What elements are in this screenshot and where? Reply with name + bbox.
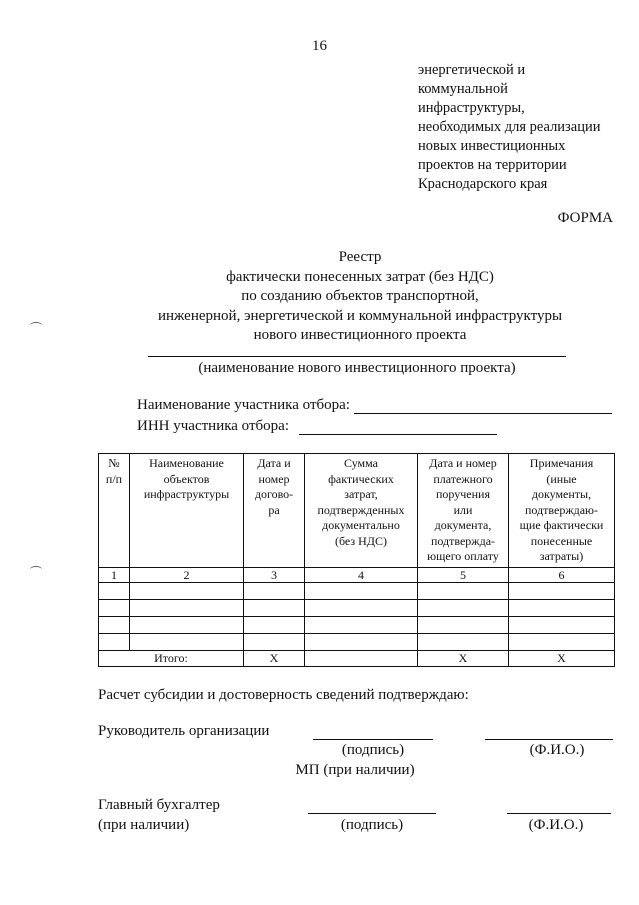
table-cell[interactable] [305, 617, 418, 634]
appendix-note-line: инфраструктуры, [418, 100, 525, 116]
accountant-signature-line[interactable] [308, 813, 436, 814]
table-cell[interactable] [99, 583, 130, 600]
table-cell[interactable] [418, 617, 509, 634]
column-number: 4 [305, 568, 418, 583]
header-cell-contract: Дата и номер догово- ра [244, 454, 305, 568]
table-cell[interactable] [418, 634, 509, 651]
total-cell: X [244, 651, 305, 667]
column-number: 1 [99, 568, 130, 583]
margin-mark [30, 566, 42, 573]
table-row [99, 583, 615, 600]
participant-name-label: Наименование участника отбора: [137, 397, 350, 413]
table-cell[interactable] [244, 600, 305, 617]
participant-inn-field[interactable] [299, 420, 497, 435]
total-label: Итого: [99, 651, 244, 667]
head-fio-line[interactable] [485, 739, 613, 740]
appendix-note [418, 61, 601, 194]
head-fio-caption: (Ф.И.О.) [529, 742, 585, 758]
table-cell[interactable] [99, 617, 130, 634]
margin-mark [30, 322, 42, 329]
title-line: нового инвестиционного проекта [253, 327, 467, 343]
confirmation-text: Расчет субсидии и достоверность сведений подтверждаю: [98, 687, 469, 703]
document-title [60, 248, 639, 346]
accountant-label: Главный бухгалтер [98, 797, 220, 813]
appendix-note-line: проектов на территории [418, 157, 567, 173]
table-cell[interactable] [99, 600, 130, 617]
appendix-note-line: необходимых для реализации [418, 119, 601, 135]
total-row [99, 651, 615, 667]
table-cell[interactable] [99, 634, 130, 651]
table-cell[interactable] [130, 600, 244, 617]
participant-inn-label: ИНН участника отбора: [137, 418, 289, 434]
head-signature-line[interactable] [313, 739, 433, 740]
column-number: 6 [509, 568, 615, 583]
appendix-note-line: энергетической и [418, 62, 526, 78]
participant-inn-row [137, 418, 497, 435]
total-cell: X [418, 651, 509, 667]
table-cell[interactable] [244, 583, 305, 600]
accountant-label-note: (при наличии) [98, 817, 190, 833]
title-line: фактически понесенных затрат (без НДС) [226, 268, 494, 285]
title-line: инженерной, энергетической и коммунальной инфраструктуры [157, 307, 563, 324]
table-cell[interactable] [305, 600, 418, 617]
head-signature-caption: (подпись) [341, 742, 405, 758]
table-cell[interactable] [130, 634, 244, 651]
table-cell[interactable] [509, 583, 615, 600]
accountant-signature-caption: (подпись) [340, 817, 404, 833]
table-cell[interactable] [418, 583, 509, 600]
accountant-fio-caption: (Ф.И.О.) [528, 817, 584, 833]
appendix-note-line: новых инвестиционных [418, 138, 566, 154]
table-cell[interactable] [244, 634, 305, 651]
total-cell-amount[interactable] [305, 651, 418, 667]
table-cell[interactable] [418, 600, 509, 617]
table-row [99, 617, 615, 634]
stamp-label: МП (при наличии) [295, 762, 415, 778]
participant-name-field[interactable] [354, 399, 612, 414]
appendix-note-line: Краснодарского края [418, 176, 548, 192]
form-label: ФОРМА [557, 210, 613, 226]
column-number-row [99, 568, 615, 583]
table-cell[interactable] [130, 617, 244, 634]
column-number: 2 [130, 568, 244, 583]
column-number: 3 [244, 568, 305, 583]
accountant-fio-line[interactable] [507, 813, 611, 814]
project-name-line[interactable] [148, 356, 566, 357]
title-line: Реестр [338, 249, 382, 265]
table-row [99, 634, 615, 651]
head-label: Руководитель организации [98, 723, 270, 739]
header-cell-object-name: Наименование объектов инфраструктуры [130, 454, 244, 568]
table-cell[interactable] [305, 583, 418, 600]
title-line: по созданию объектов транспортной, [241, 288, 479, 304]
table-row [99, 600, 615, 617]
table-cell[interactable] [305, 634, 418, 651]
project-name-caption: (наименование нового инвестиционного проекта) [198, 360, 516, 376]
header-cell-notes: Примечания (иные документы, подтверждаю- щие фактически понесенные затраты) [509, 454, 615, 568]
participant-name-row [137, 397, 612, 414]
table-header-row [99, 454, 615, 568]
appendix-note-line: коммунальной [418, 81, 508, 97]
header-cell-amount: Сумма фактических затрат, подтвержденных документально (без НДС) [305, 454, 418, 568]
header-cell-number: № п/п [99, 454, 130, 568]
table-cell[interactable] [244, 617, 305, 634]
table-cell[interactable] [509, 634, 615, 651]
page-number: 16 [312, 38, 327, 54]
table-cell[interactable] [509, 600, 615, 617]
registry-table [98, 453, 615, 667]
total-cell: X [509, 651, 615, 667]
header-cell-payment: Дата и номер платежного поручения или документа, подтвержда- ющего оплату [418, 454, 509, 568]
table-cell[interactable] [509, 617, 615, 634]
table-cell[interactable] [130, 583, 244, 600]
column-number: 5 [418, 568, 509, 583]
